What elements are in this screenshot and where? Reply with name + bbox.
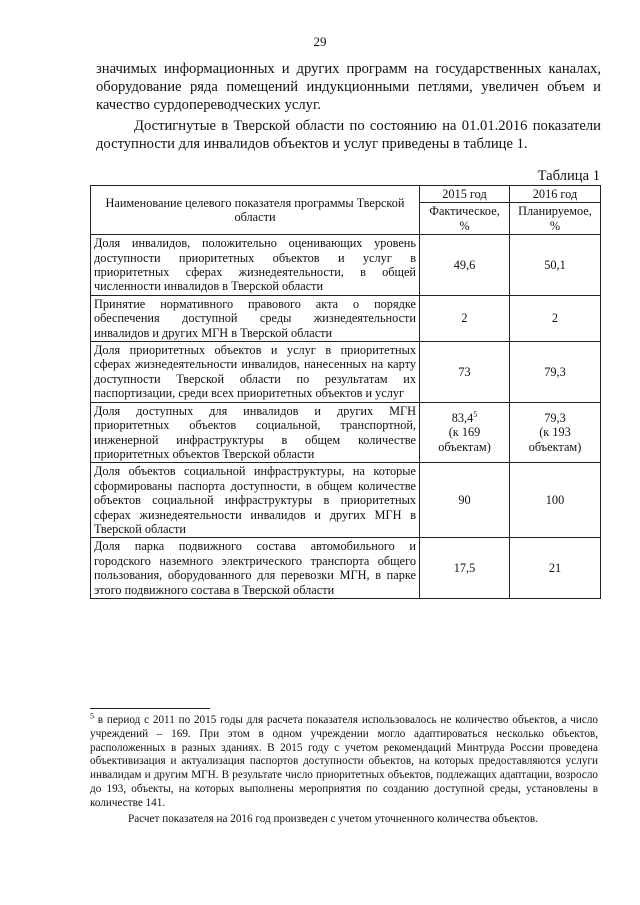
- indicator-name: Доля приоритетных объектов и услуг в приоритетных сферах жизнедеятельности инвалидов, нанесенных на карту доступности Тверской области по результатам их паспортизации, среди всех приоритетных объектов и услуг: [91, 342, 420, 403]
- indicator-name: Принятие нормативного правового акта о порядке обеспечения доступной среды жизнедеятельности инвалидов и других МГН в Тверской области: [91, 295, 420, 341]
- value-2016: 50,1: [510, 235, 601, 296]
- indicator-name: Доля инвалидов, положительно оценивающих уровень доступности приоритетных объектов и услуг в приоритетных сферах жизнедеятельности, в общей численности инвалидов в Тверской области: [91, 235, 420, 296]
- value-2015: 83,4: [451, 410, 474, 425]
- paragraph-1: значимых информационных и других программ на государственных каналах, оборудование ряда помещений индукционными петлями, увеличен объем и качество сурдопереводческих услуг.: [96, 61, 601, 113]
- value-2015: 2: [420, 295, 510, 341]
- table-row: [91, 342, 601, 403]
- table-header-row: [91, 186, 601, 203]
- table-row: [91, 295, 601, 341]
- footnote-ref: 5: [473, 409, 478, 419]
- page-number: 29: [313, 34, 327, 49]
- footnote: [90, 711, 598, 826]
- footnote-mark: 5: [90, 711, 94, 721]
- footnote-body: [90, 711, 598, 811]
- indicator-name: Доля доступных для инвалидов и других МГН приоритетных объектов социальной, транспортной, инженерной инфраструктуры в общем количестве приоритетных объектов Тверской области: [91, 402, 420, 463]
- indicator-name: Доля объектов социальной инфраструктуры, на которые сформированы паспорта доступности, в общем количестве объектов социальной инфраструктуры в приоритетных сферах жизнедеятельности инвалидов и других МГН в Тверской области: [91, 463, 420, 538]
- footnote-separator: [90, 708, 210, 709]
- indicator-name: Доля парка подвижного состава автомобильного и городского наземного электрического транспорта общего пользования, оборудованного для перевозки МГН, в парке этого подвижного состава в Тверской области: [91, 538, 420, 599]
- value-2016-note: (к 193 объектам): [528, 425, 582, 454]
- subheader-planned: Планируемое, %: [510, 203, 601, 235]
- value-2016: 79,3: [510, 342, 601, 403]
- header-year-2015: 2015 год: [420, 186, 510, 203]
- value-2015: 90: [420, 463, 510, 538]
- footnote-text: в период с 2011 по 2015 годы для расчета показателя использовалось не количество объектов, а число учреждений – 169. При этом в одном учреждении могло адаптироваться несколько объектов, расположенных в разных зданиях. В 2015 году с учетом рекомендаций Минтруда России проведена объективизация и актуализация паспортов доступности объектов, на которых предоставляются услуги инвалидам и другим МГН. В результате число приоритетных объектов, подлежащих адаптации, возросло до 193, объекты, на которых выполнены мероприятия по созданию доступной среды, установлены в количестве 141.: [90, 714, 598, 809]
- value-2015: 49,6: [420, 235, 510, 296]
- value-2016: 100: [510, 463, 601, 538]
- value-2015-note: (к 169 объектам): [438, 425, 491, 454]
- value-2015-cell: [420, 402, 510, 463]
- header-year-2016: 2016 год: [510, 186, 601, 203]
- table-row: [91, 538, 601, 599]
- table-row: [91, 402, 601, 463]
- subheader-actual: Фактическое, %: [420, 203, 510, 235]
- value-2016: 2: [510, 295, 601, 341]
- value-2016-cell: [510, 402, 601, 463]
- indicators-table: [90, 185, 601, 599]
- table-row: [91, 463, 601, 538]
- table-row: [91, 235, 601, 296]
- paragraph-2: Достигнутые в Тверской области по состоянию на 01.01.2016 показатели доступности для инвалидов объектов и услуг приведены в таблице 1.: [96, 118, 601, 152]
- value-2015: 17,5: [420, 538, 510, 599]
- header-indicator-name: Наименование целевого показателя программы Тверской области: [91, 186, 420, 235]
- value-2016: 21: [510, 538, 601, 599]
- table-caption: Таблица 1: [537, 168, 600, 184]
- value-2016: 79,3: [544, 410, 566, 425]
- value-2015: 73: [420, 342, 510, 403]
- footnote-last-line: Расчет показателя на 2016 год произведен с учетом уточненного количества объектов.: [128, 812, 538, 825]
